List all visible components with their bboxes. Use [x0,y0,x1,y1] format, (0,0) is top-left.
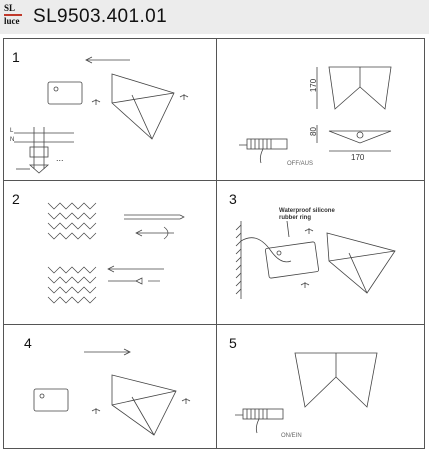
panel-step-1 [4,39,216,180]
step-3-illustration [217,181,424,324]
step-number-5: 5 [229,335,237,351]
logo-text-top: SL [4,3,16,13]
callout-line-1: Waterproof silicone [279,208,335,214]
step-number-4: 4 [24,335,32,351]
logo-text-bottom: luce [4,16,20,26]
dim-depth: 80 [308,127,318,136]
dimension-illustration [217,39,424,180]
step-2-illustration [4,181,216,324]
step-4-illustration [4,325,216,448]
product-code: SL9503.401.01 [33,6,168,27]
panel-step-2 [4,181,216,324]
panel-step-5 [217,325,424,448]
step-number-1: 1 [12,49,20,65]
step-number-2: 2 [12,191,20,207]
label-dots: ... [56,153,64,163]
panel-step-3 [217,181,424,324]
switch-off-label: OFF/AUS [287,161,314,167]
dim-width: 170 [351,153,365,162]
dim-height: 170 [309,78,319,93]
step-5-illustration [217,325,424,448]
panel-step-4 [4,325,216,448]
label-N: N [10,137,15,143]
step-number-3: 3 [229,191,237,207]
callout-line-2: rubber ring [279,215,312,221]
step-1-illustration [4,39,216,180]
panel-dimensions [217,39,424,180]
switch-on-label: ON/EIN [281,433,302,439]
label-L: L [10,128,14,134]
